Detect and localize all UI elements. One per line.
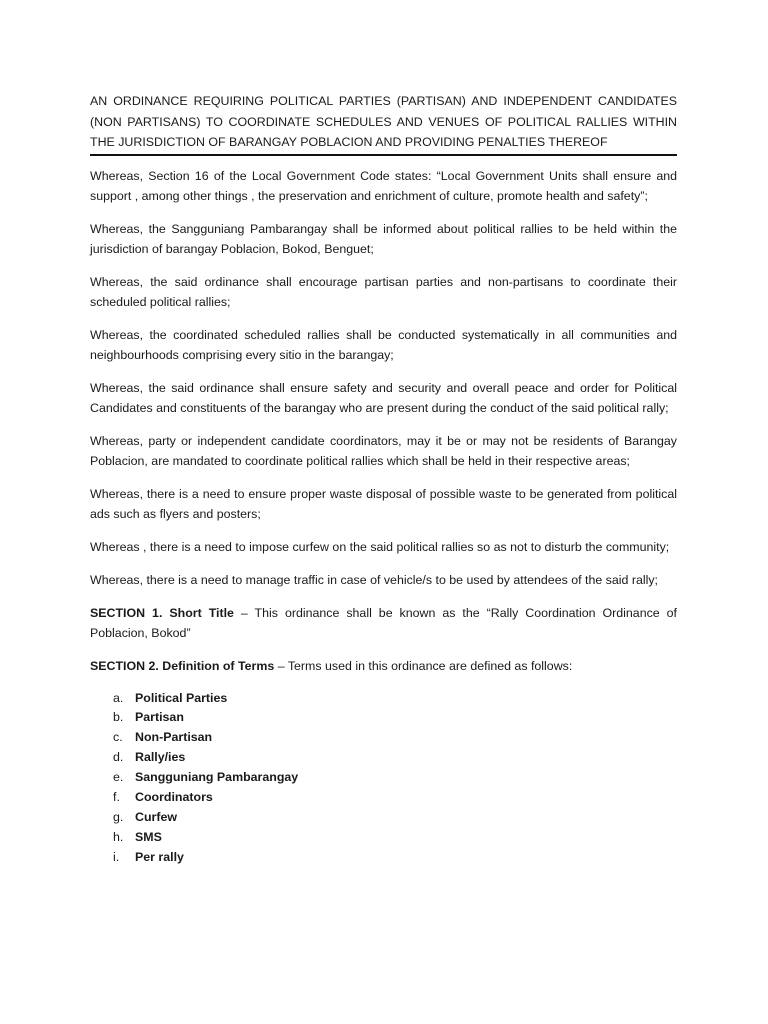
section-1-heading: SECTION 1. Short Title (90, 605, 234, 620)
list-item (113, 728, 677, 748)
list-item (113, 808, 677, 828)
list-marker: i. (113, 849, 120, 864)
list-item (113, 768, 677, 788)
term-label: Per rally (135, 849, 184, 864)
list-item (113, 848, 677, 868)
list-marker: c. (113, 730, 123, 745)
list-marker: b. (113, 710, 124, 725)
list-item (113, 828, 677, 848)
document-page (90, 91, 677, 868)
section-1 (90, 603, 677, 643)
section-2-heading: SECTION 2. Definition of Terms (90, 658, 275, 673)
list-marker: e. (113, 770, 124, 785)
list-item (113, 689, 677, 709)
whereas-clause-6: Whereas, party or independent candidate coordinators, may it be or may not be residents of Barangay Poblacion, are mandated to coordinate political rallies which shall be held in their respective areas; (90, 433, 677, 468)
term-label: Sangguniang Pambarangay (135, 770, 299, 785)
term-label: Curfew (135, 809, 177, 824)
list-marker: d. (113, 750, 124, 765)
whereas-clause-2: Whereas, the Sangguniang Pambarangay shall be informed about political rallies to be held within the jurisdiction of barangay Poblacion, Bokod, Benguet; (90, 221, 677, 256)
whereas-clause-3: Whereas, the said ordinance shall encourage partisan parties and non-partisans to coordinate their scheduled political rallies; (90, 274, 677, 309)
term-label: Rally/ies (135, 750, 186, 765)
term-label: Political Parties (135, 690, 228, 705)
list-marker: a. (113, 690, 124, 705)
list-marker: g. (113, 809, 124, 824)
section-1-text: – This ordinance shall be known as the “Rally Coordination Ordinance of Poblacion, Bokod” (90, 605, 677, 640)
term-label: Non-Partisan (135, 730, 213, 745)
whereas-clause-4: Whereas, the coordinated scheduled rallies shall be conducted systematically in all communities and neighbourhoods comprising every sitio in the barangay; (90, 327, 677, 362)
whereas-clause-7: Whereas, there is a need to ensure proper waste disposal of possible waste to be generated from political ads such as flyers and posters; (90, 486, 677, 521)
list-marker: f. (113, 790, 120, 805)
list-item (113, 748, 677, 768)
terms-list (90, 689, 677, 868)
whereas-clause-5: Whereas, the said ordinance shall ensure safety and security and overall peace and order for Political Candidates and constituents of the barangay who are present during the conduct of the said political rally; (90, 380, 677, 415)
list-item (113, 708, 677, 728)
section-2-text: – Terms used in this ordinance are defined as follows: (274, 658, 573, 673)
section-2 (90, 656, 677, 676)
term-label: Partisan (135, 710, 184, 725)
whereas-clause-1: Whereas, Section 16 of the Local Government Code states: “Local Government Units shall ensure and support , among other things , the preservation and enrichment of culture, promote health and safety”; (90, 168, 677, 203)
whereas-clause-8: Whereas , there is a need to impose curfew on the said political rallies so as not to disturb the community; (90, 539, 670, 554)
list-marker: h. (113, 829, 124, 844)
list-item (113, 788, 677, 808)
term-label: Coordinators (135, 790, 213, 805)
term-label: SMS (135, 829, 162, 844)
ordinance-title: AN ORDINANCE REQUIRING POLITICAL PARTIES (PARTISAN) AND INDEPENDENT CANDIDATES (NON PARTISANS) TO COORDINATE SCHEDULES AND VENUES OF POLITICAL RALLIES WITHIN THE JURISDICTION OF BARANGAY POBLACION AND PROVIDING PENALTIES THEREOF (90, 91, 677, 156)
whereas-clause-9: Whereas, there is a need to manage traffic in case of vehicle/s to be used by attendees of the said rally; (90, 572, 659, 587)
